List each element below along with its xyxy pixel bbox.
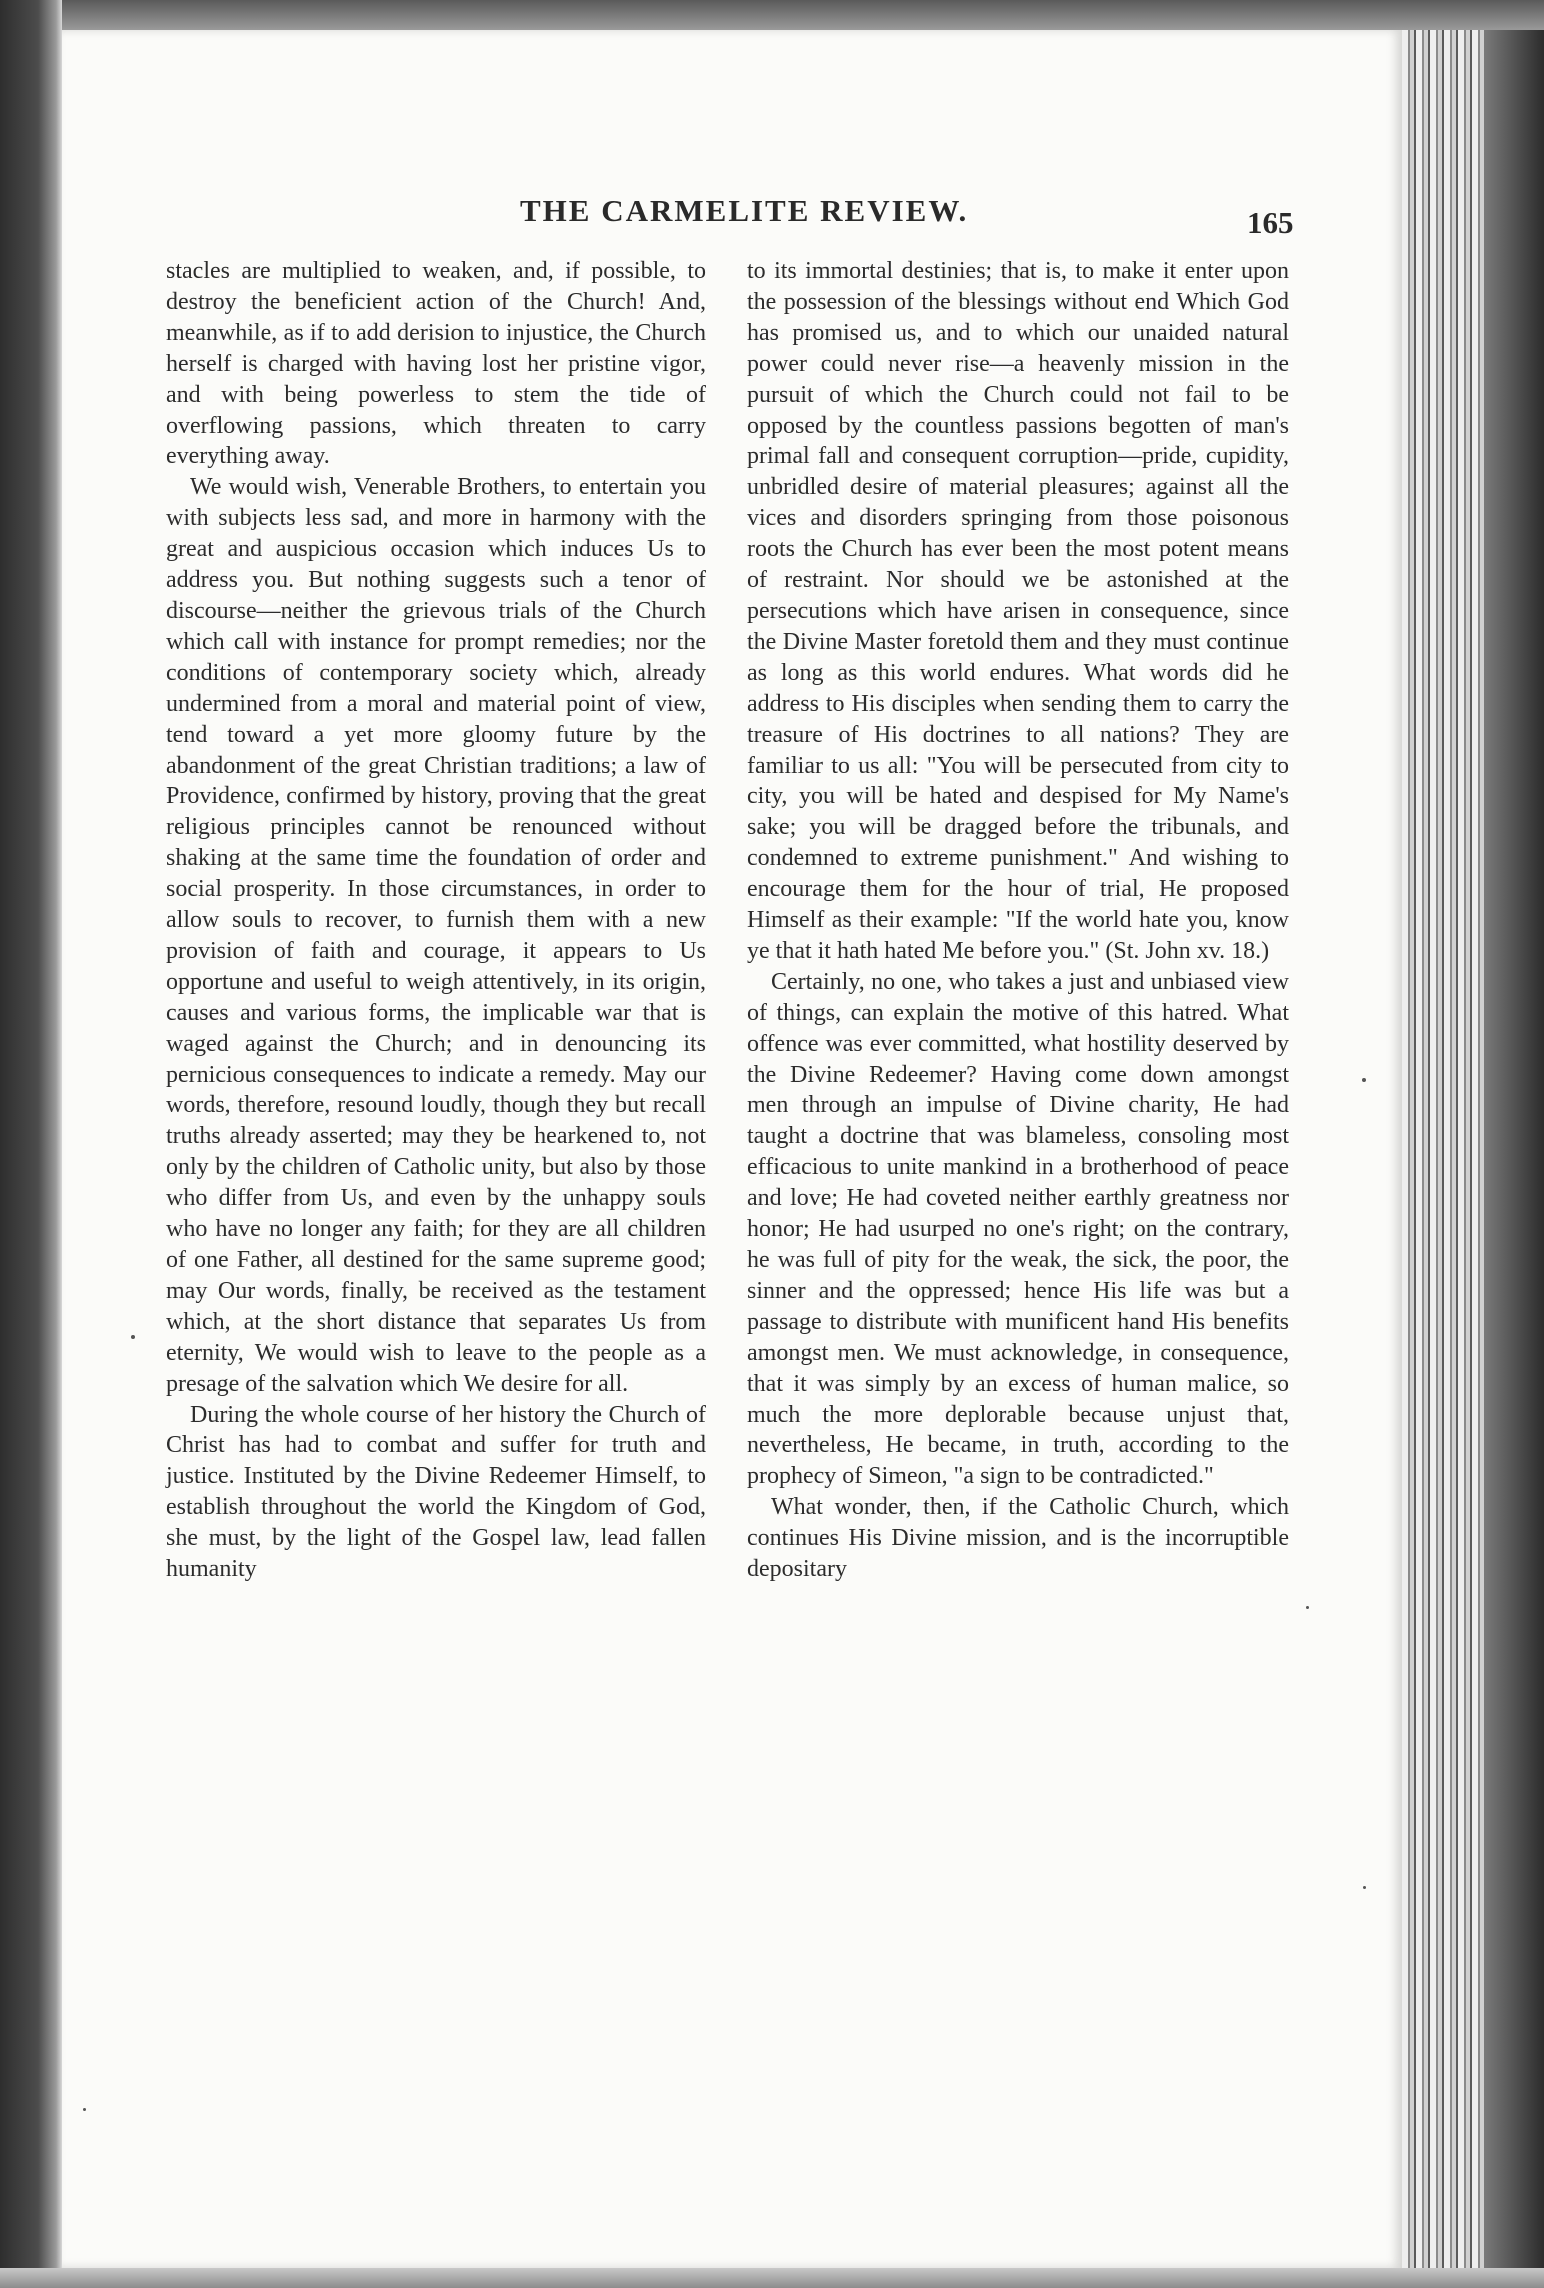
scan-speck — [1362, 1078, 1366, 1082]
scan-top-border — [0, 0, 1544, 30]
scan-speck — [1363, 1886, 1366, 1889]
paragraph: stacles are multiplied to weaken, and, if possible, to destroy the beneficient action of the Church! And, meanwhile, as if to add derision to injustice, the Church herself is charged with having lost her pristine vigor, and with being powerless to stem the tide of overflowing passions, which threaten to carry everything away. — [166, 258, 706, 470]
book-binding-edge — [0, 0, 62, 2288]
stacked-page-edges — [1402, 30, 1544, 2268]
running-head: THE CARMELITE REVIEW. — [520, 193, 969, 228]
scan-speck — [83, 2108, 86, 2111]
left-column — [166, 256, 706, 1585]
scan-speck — [1306, 1606, 1309, 1609]
scan-bottom-border — [0, 2268, 1544, 2288]
page-number: 165 — [1247, 205, 1294, 240]
paragraph: to its immortal destinies; that is, to make it enter upon the possession of the blessings without end Which God has promised us, and to which our unaided natural power could never rise—a heavenly mission in the pursuit of which the Church could not fail to be opposed by the countless passions begotten of man's primal fall and consequent corruption—pride, cupidity, unbridled desire of material pleasures; against all the vices and disorders springing from those poisonous roots the Church has ever been the most potent means of restraint. Nor should we be astonished at the persecutions which have arisen in consequence, since the Divine Master foretold them and they must continue as long as this world endures. What words did he address to His disciples when sending them to carry the treasure of His doctrines to all nations? They are familiar to us all: "You will be persecuted from city to city, you will be hated and despised for My Name's sake; you will be dragged before the tribunals, and condemned to extreme punishment." And wishing to encourage them for the hour of trial, He proposed Himself as their example: "If the world hate you, know ye that it hath hated Me before you." (St. John xv. 18.) — [747, 258, 1289, 964]
scan-speck — [131, 1335, 135, 1339]
paragraph: We would wish, Venerable Brothers, to entertain you with subjects less sad, and more in harmony with the great and auspicious occasion which induces Us to address you. But nothing suggests such a tenor of discourse—neither the grievous trials of the Church which call with instance for prompt remedies; nor the conditions of contemporary society which, already undermined from a moral and material point of view, tend toward a yet more gloomy future by the abandonment of the great Christian traditions; a law of Providence, confirmed by history, proving that the great religious principles cannot be renounced without shaking at the same time the foundation of order and social prosperity. In those circumstances, in order to allow souls to recover, to furnish them with a new provision of faith and courage, it appears to Us opportune and useful to weigh attentively, in its origin, causes and various forms, the implicable war that is waged against the Church; and in denouncing its pernicious consequences to indicate a remedy. May our words, therefore, resound loudly, though they but recall truths already asserted; may they be hearkened to, not only by the children of Catholic unity, but also by those who differ from Us, and even by the unhappy souls who have no longer any faith; for they are all children of one Father, all destined for the same supreme good; may Our words, finally, be received as the testament which, at the short distance that separates Us from eternity, We would wish to leave to the people as a presage of the salvation which We desire for all. — [166, 474, 706, 1397]
right-column — [747, 256, 1289, 1585]
paragraph: Certainly, no one, who takes a just and unbiased view of things, can explain the motive of this hatred. What offence was ever committed, what hostility deserved by the Divine Redeemer? Having come down amongst men through an impulse of Divine charity, He had taught a doctrine that was blameless, consoling most efficacious to unite mankind in a brotherhood of peace and love; He had coveted neither earthly greatness nor honor; He had usurped no one's right; on the contrary, he was full of pity for the weak, the sick, the poor, the sinner and the oppressed; hence His life was but a passage to distribute with munificent hand His benefits amongst men. We must acknowledge, in consequence, that it was simply by an excess of human malice, so much the more deplorable because unjust that, nevertheless, He became, in truth, according to the prophecy of Simeon, "a sign to be contradicted." — [747, 968, 1289, 1490]
paragraph: During the whole course of her history the Church of Christ has had to combat and suffer for truth and justice. Instituted by the Divine Redeemer Himself, to establish throughout the world the Kingdom of God, she must, by the light of the Gospel law, lead fallen humanity — [166, 1401, 706, 1583]
paragraph: What wonder, then, if the Catholic Church, which continues His Divine mission, and is the incorruptible depositary — [747, 1494, 1289, 1583]
